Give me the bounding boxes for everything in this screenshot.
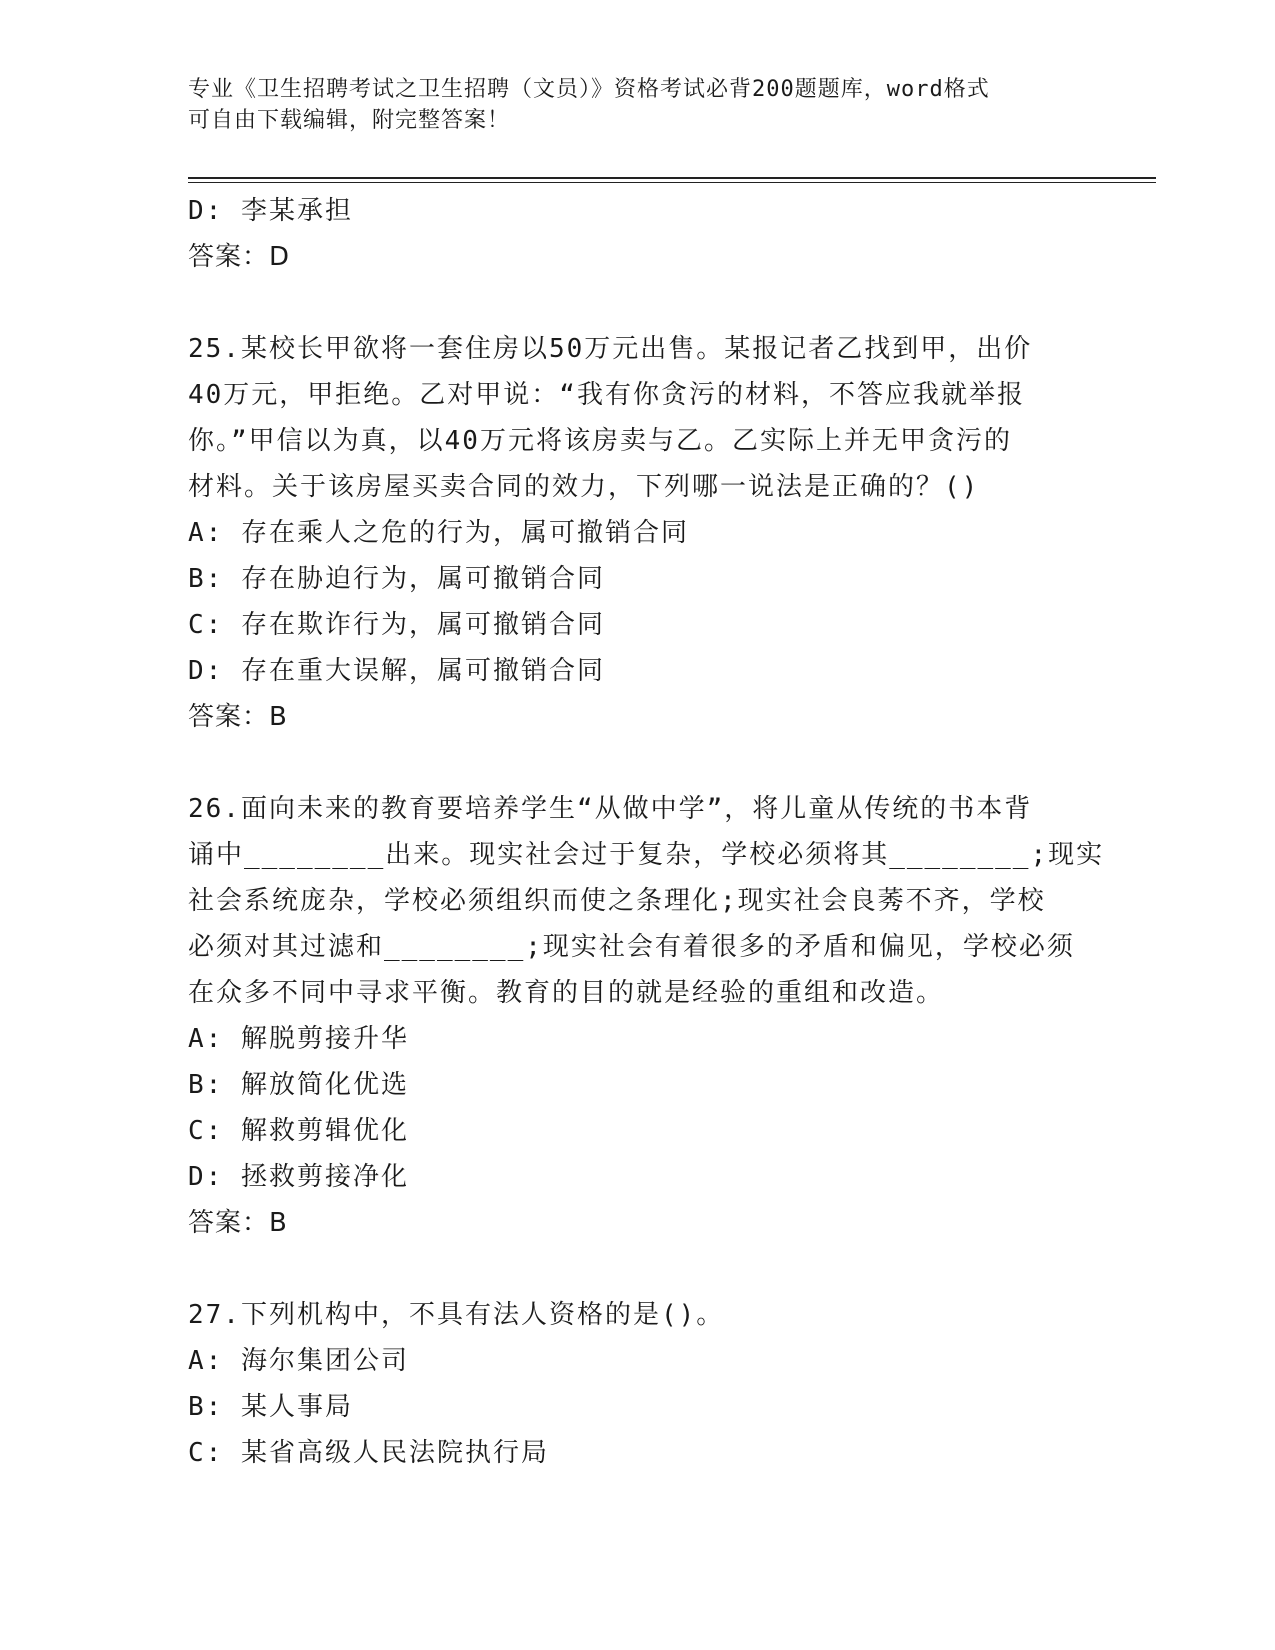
question-26: [188, 786, 1105, 1246]
answer: 答案：B: [188, 702, 288, 732]
option-b: B: 某人事局: [188, 1392, 353, 1422]
question-text-line: 在众多不同中寻求平衡。教育的目的就是经验的重组和改造。: [188, 978, 945, 1008]
question-text-line: 诵中________出来。现实社会过于复杂，学校必须将其________;现实: [188, 840, 1105, 870]
question-text-line: 材料。关于该房屋买卖合同的效力，下列哪一说法是正确的？(): [188, 472, 980, 502]
previous-question-tail: [188, 188, 1088, 280]
question-text-line: 必须对其过滤和________;现实社会有着很多的矛盾和偏见，学校必须: [188, 932, 1075, 962]
header-rule-thin: [188, 182, 1156, 183]
option-c: C: 某省高级人民法院执行局: [188, 1438, 549, 1468]
question-text-line: 你。”甲信以为真，以40万元将该房卖与乙。乙实际上并无甲贪污的: [188, 426, 1012, 456]
option-d: D: 拯救剪接净化: [188, 1162, 409, 1192]
option-c: C: 存在欺诈行为，属可撤销合同: [188, 610, 605, 640]
option-d: D: 李某承担: [188, 196, 353, 226]
question-27: [188, 1292, 1088, 1476]
option-d: D: 存在重大误解，属可撤销合同: [188, 656, 605, 686]
option-b: B: 解放简化优选: [188, 1070, 409, 1100]
option-a: A: 海尔集团公司: [188, 1346, 409, 1376]
question-text-line: 26.面向未来的教育要培养学生“从做中学”，将儿童从传统的书本背: [188, 794, 1033, 824]
header-line-1: 专业《卫生招聘考试之卫生招聘（文员）》资格考试必背200题题库，word格式: [188, 77, 990, 102]
header-line-2: 可自由下载编辑，附完整答案！: [188, 108, 511, 133]
header-rule-thick: [188, 177, 1156, 179]
document-body: [188, 188, 1105, 1476]
answer: 答案：D: [188, 242, 291, 272]
option-a: A: 解脱剪接升华: [188, 1024, 409, 1054]
option-b: B: 存在胁迫行为，属可撤销合同: [188, 564, 605, 594]
question-text-line: 25.某校长甲欲将一套住房以50万元出售。某报记者乙找到甲，出价: [188, 334, 1033, 364]
question-25: [188, 326, 1088, 740]
question-text-line: 27.下列机构中，不具有法人资格的是()。: [188, 1300, 725, 1330]
question-text-line: 40万元，甲拒绝。乙对甲说：“我有你贪污的材料，不答应我就举报: [188, 380, 1025, 410]
option-c: C: 解救剪辑优化: [188, 1116, 409, 1146]
answer: 答案：B: [188, 1208, 288, 1238]
document-header: [188, 74, 1068, 136]
question-text-line: 社会系统庞杂，学校必须组织而使之条理化;现实社会良莠不齐，学校: [188, 886, 1046, 916]
option-a: A: 存在乘人之危的行为，属可撤销合同: [188, 518, 689, 548]
